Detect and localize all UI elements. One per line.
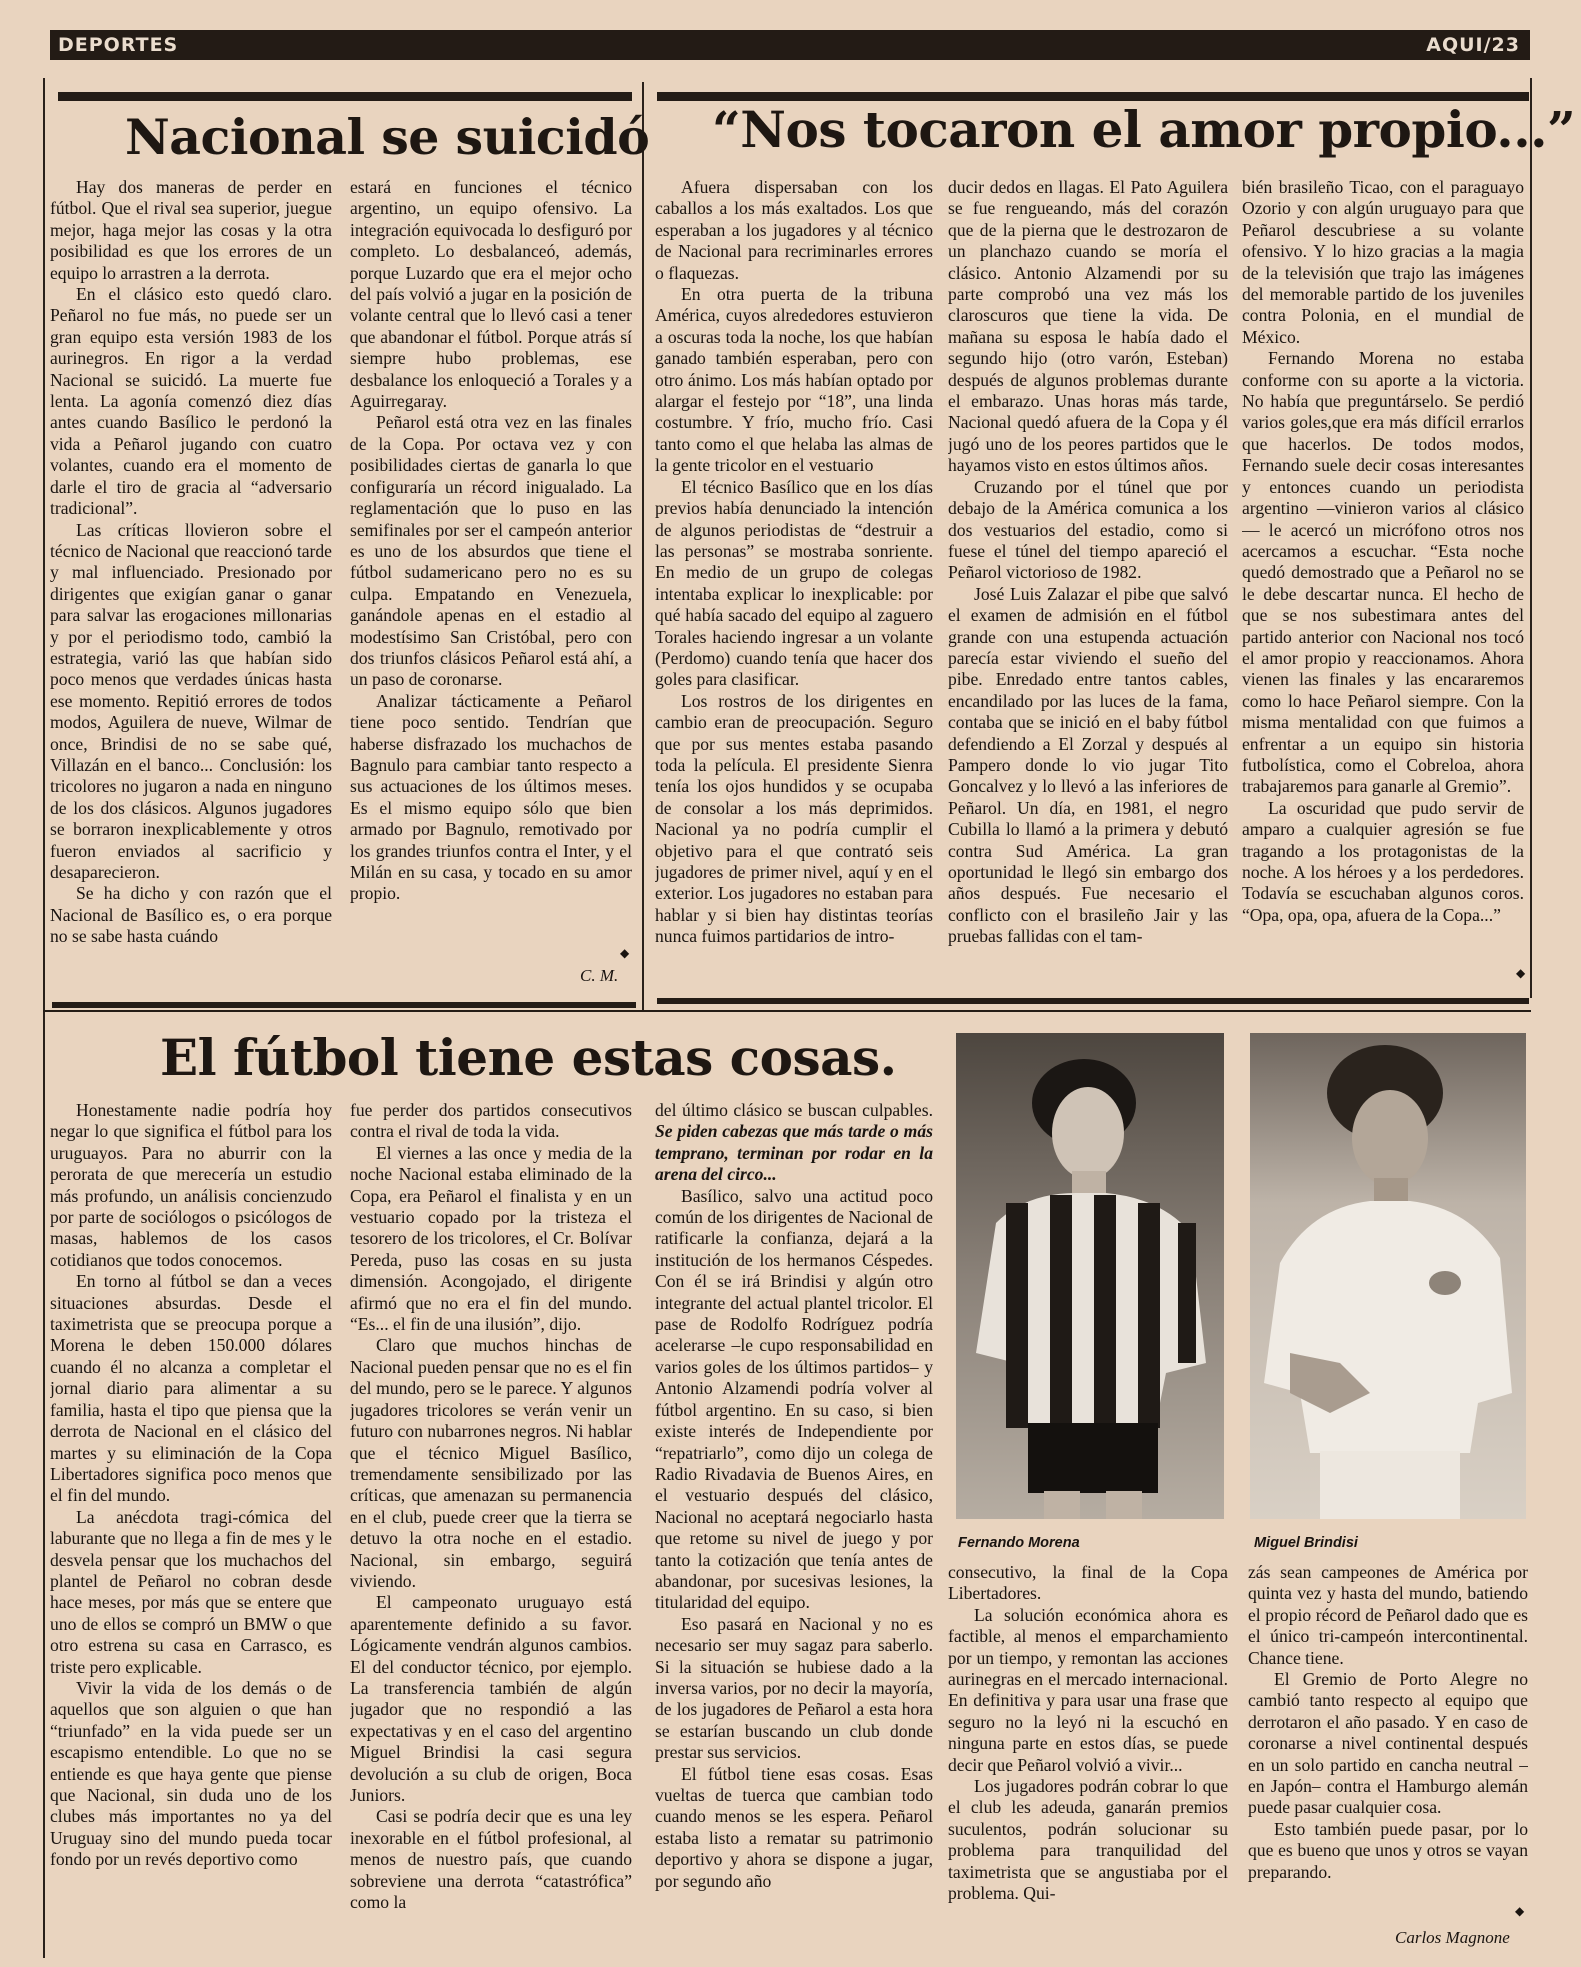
paragraph: El técnico Basílico que en los días previos había denunciado la intención de algunos periodistas de “destruir a las personas” se mostraba sonriente. En medio de un grupo de colegas intentaba explicar lo inexplicable: por qué había sacado del equipo al zaguero Torales haciendo ingresar a un volante (Perdomo) cuando tenía que hacer dos goles para clasificar. xyxy=(655,476,933,690)
article1-column-2 xyxy=(350,177,632,967)
section-label: DEPORTES xyxy=(58,34,179,56)
paragraph: Casi se podría decir que es una ley inexorable en el fútbol profesional, al menos de nuestro país, que cuando sobreviene una derrota “catastrófica” como la xyxy=(350,1806,632,1913)
article3-column-2 xyxy=(350,1100,632,1962)
article1-column-1 xyxy=(50,177,332,977)
player-striped-shirt-image xyxy=(956,1033,1224,1519)
paragraph: El campeonato uruguayo está aparentemente definido a su favor. Lógicamente vendrán algunos cambios. El del conductor técnico, por ejemplo. La transferencia también de algún jugador que no respondió a las expectativas y en el caso del argentino Miguel Brindisi la casi segura devolución a su club de origen, Boca Juniors. xyxy=(350,1592,632,1805)
paragraph: Hay dos maneras de perder en fútbol. Que el rival sea superior, juegue mejor, haga mejor las cosas y la otra posibilidad es que los errores de un equipo lo arrastren a la derrota. xyxy=(50,177,332,283)
paragraph: Basílico, salvo una actitud poco común de los dirigentes de Nacional de ratificarle la confianza, dejará a la institución de los hermanos Céspedes. Con él se irá Brindisi y algún otro integrante del actual plantel tricolor. El pase de Rodolfo Rodríguez podría acelerarse –le cupo responsabilidad en varios goles de los últimos partidos– y Antonio Alzamendi podría volver al fútbol argentino. En su caso, si bien existe interés de Independiente por “repatriarlo”, como dijo un colega de Radio Rivadavia de Buenos Aires, en el vestuario después del clásico, Nacional no aceptará negociarlo hasta que retome su nivel de juego y por tanto la cotización que tenía antes de abandonar, por sucesivas lesiones, la titularidad del equipo. xyxy=(655,1185,933,1613)
article2-column-1 xyxy=(655,177,933,977)
article3-headline: El fútbol tiene estas cosas. xyxy=(160,1028,897,1087)
article1-headline: Nacional se suicidó xyxy=(125,108,650,166)
end-diamond: ◆ xyxy=(1516,966,1526,980)
paragraph: consecutivo, la final de la Copa Libertadores. xyxy=(948,1562,1228,1604)
paragraph: Fernando Morena no estaba conforme con su aporte a la victoria. No había que preguntárselo. Se perdió varios goles,que era más difícil errarlos que hacerlos. De todos modos, Fernando suele decir cosas interesantes y entonces cuando un periodista argentino —vinieron varios al clásico— le acercó un micrófono otros nos acercamos a escuchar. “Esta noche quedó demostrado que a Peñarol no se le debe descartar nunca. El hecho de que se nos subestimara antes del partido anterior con Nacional nos tocó el amor propio y reaccionamos. Ahora vienen las finales y las encararemos como lo hace Peñarol siempre. Con la misma mentalidad con que fuimos a enfrentar a un equipo sin historia futbolística, como el Cobreloa, ahora trabajaremos para ganarle al Gremio”. xyxy=(1242,348,1524,797)
paragraph: Analizar tácticamente a Peñarol tiene poco sentido. Tendrían que haberse disfrazado los muchachos de Bagnulo para cambiar tanto respecto a sus actuaciones de los últimos meses. Es el mismo equipo sólo que bien armado por Bagnulo, remotivado por los grandes triunfos contra el Inter, y el Milán en su casa, y tocado en su amor propio. xyxy=(350,690,632,904)
paragraph: ducir dedos en llagas. El Pato Aguilera se fue rengueando, más del corazón que de la pierna que le destrozaron de un planchazo cuando se moría el clásico. Antonio Alzamendi por su parte comprobó una vez más los claroscuros que tiene la vida. De mañana su esposa le había dado el segundo hijo (otro varón, Esteban) después de algunos problemas durante el embarazo. Unas horas más tarde, Nacional quedó afuera de la Copa y él jugó uno de los peores partidos que le hayamos visto en estos últimos años. xyxy=(948,177,1228,476)
lead-text: del último clásico se buscan culpables. xyxy=(655,1100,933,1120)
photo2-caption: Miguel Brindisi xyxy=(1254,1535,1358,1551)
article2-headline: “Nos tocaron el amor propio...” xyxy=(712,100,1576,159)
paragraph: Cruzando por el túnel que por debajo de la América comunica a los dos vestuarios del estadio, como si fuese el túnel del tiempo apareció el Peñarol victorioso de 1982. xyxy=(948,476,1228,583)
paragraph xyxy=(655,1100,933,1186)
paragraph: El Gremio de Porto Alegre no cambió tanto respecto al equipo que derrotaron el año pasado. Y en caso de coronarse a nivel continental después en un solo partido en cancha neutral –en Japón– contra el Hamburgo alemán puede pasar cualquier cosa. xyxy=(1248,1669,1528,1818)
paragraph: Honestamente nadie podría hoy negar lo que significa el fútbol para los uruguayos. Para no aburrir con la perorata de que merecería un estudio más profundo, un análisis concienzudo por parte de sociólogos o psicólogos de masas, hablemos de los casos cotidianos que todos conocemos. xyxy=(50,1100,332,1270)
left-border-rule xyxy=(43,78,45,1958)
article3-column-4 xyxy=(948,1562,1228,1962)
article2-bottom-rule xyxy=(657,998,1529,1004)
paragraph: En el clásico esto quedó claro. Peñarol no fue más, no puede ser un gran equipo esta versión 1983 de los aurinegros. En rigor a la verdad Nacional se suicidó. La muerte fue lenta. La agonía comenzó diez días antes cuando Basílico le perdonó la vida a Peñarol jugando con cuatro volantes, cuando era el momento de darle el tiro de gracia al “adversario tradicional”. xyxy=(50,284,332,519)
article1-top-rule xyxy=(58,92,632,101)
paragraph: Los jugadores podrán cobrar lo que el club les adeuda, ganarán premios suculentos, podrán solucionar su problema para tranquilidad del taximetrista que se angustiaba por el problema. Qui- xyxy=(948,1776,1228,1904)
article1-signature: C. M. xyxy=(580,966,619,985)
emphasis-text: Se piden cabezas que más tarde o más temprano, terminan por rodar en la arena del circo... xyxy=(655,1121,933,1185)
section-header-bar xyxy=(50,30,1530,60)
paragraph: bién brasileño Ticao, con el paraguayo Ozorio y con algún uruguayo para que Peñarol descubriese a su volante ofensivo. Y lo hizo gracias a la magia de la televisión que trajo las imágenes del memorable partido de los juveniles contra Polonia, en el mundial de México. xyxy=(1242,177,1524,347)
paragraph: Peñarol está otra vez en las finales de la Copa. Por octava vez y con posibilidades ciertas de ganarla lo que configuraría un récord inigualado. La reglamentación que lo puso en las semifinales por ser el campeón anterior es uno de los absurdos que tiene el fútbol sudamericano pero no es su culpa. Empatando en Venezuela, ganándole apenas en el estadio al modestísimo San Cristóbal, pero con dos triunfos clásicos Peñarol está ahí, a un paso de coronarse. xyxy=(350,412,632,690)
paragraph: José Luis Zalazar el pibe que salvó el examen de admisión en el fútbol grande con una estupenda actuación parecía estar viviendo el sueño del pibe. Enredado entre tantos cables, encandilado por las luces de la fama, contaba que se inició en el baby fútbol defendiendo a El Zorzal y después al Pampero donde lo vio jugar Tito Goncalvez y lo llevó a las inferiores de Peñarol. Un día, en 1981, el negro Cubilla lo llamó a la primera y debutó contra Sud América. La gran oportunidad le llegó sin embargo dos años después. Fue necesario el conflicto con el brasileño Jair y las pruebas fallidas con el tam- xyxy=(948,583,1228,947)
article1-bottom-rule xyxy=(52,1002,636,1008)
paragraph: zás sean campeones de América por quinta vez y hasta del mundo, batiendo el propio récord de Peñarol dado que es el único tri-campeón intercontinental. Chance tiene. xyxy=(1248,1562,1528,1668)
article3-column-3 xyxy=(655,1100,933,1962)
paragraph: En torno al fútbol se dan a veces situaciones absurdas. Desde el taximetrista que se preocupa porque a Morena le deben 150.000 dólares cuando él no alcanza a completar el jornal diario para alimentar a su familia, hasta el tipo que piensa que la derrota de Nacional en el clásico del martes y su eliminación de la Copa Libertadores significa poco menos que el fin del mundo. xyxy=(50,1271,332,1506)
paragraph: estará en funciones el técnico argentino, un equipo ofensivo. La integración equivocada lo desfiguró por completo. Lo desbalanceó, además, porque Luzardo que era el mejor ocho del país volvió a jugar en la posición de volante central que lo llevó casi a tener que abandonar el fútbol. Porque atrás sí siempre hubo problemas, ese desbalance los enloqueció a Torales y a Aguirregaray. xyxy=(350,177,632,412)
end-diamond: ◆ xyxy=(1515,1904,1525,1918)
paragraph: La oscuridad que pudo servir de amparo a cualquier agresión se fue tragando a los protagonistas de la noche. A los héroes y a los perdedores. Todavía se escuchaban algunos coros. “Opa, opa, opa, afuera de la Copa...” xyxy=(1242,797,1524,925)
paragraph: Vivir la vida de los demás o de aquellos que son alguien o que han “triunfado” en la vida puede ser un escapismo entendible. Lo que no se entiende es que haya gente que piense que Nacional, sin duda uno de los clubes más importantes no ya del Uruguay sino del mundo pueda tocar fondo por un revés deportivo como xyxy=(50,1677,332,1870)
article3-column-5 xyxy=(1248,1562,1528,1942)
paragraph: La solución económica ahora es factible, al menos el emparchamiento por un tiempo, y remontan las acciones aurinegras en el mercado internacional. En definitiva y para usar una frase que seguro no la leyó ni la escuchó en ninguna parte en estos días, se puede decir que Peñarol volvió a vivir... xyxy=(948,1604,1228,1775)
right-border-rule xyxy=(1530,78,1532,998)
paragraph: Claro que muchos hinchas de Nacional pueden pensar que no es el fin del mundo, pero se le parece. Y algunos jugadores tricolores se verán venir un futuro con nubarrones negros. Ni hablar que el técnico Miguel Basílico, tremendamente sensibilizado por las críticas, que amenazan su permanencia en el club, puede creer que la tierra se detuvo la otra noche en el estadio. Nacional, sin embargo, seguirá viviendo. xyxy=(350,1335,632,1591)
paragraph: En otra puerta de la tribuna América, cuyos alrededores estuvieron a oscuras toda la noche, los que habían ganado también esperaban, pero con otro ánimo. Los más habían optado por alargar el festejo por “18”, una linda costumbre. Y frío, mucho frío. Casi tanto como el que helaba las almas de la gente tricolor en el vestuario xyxy=(655,284,933,476)
article3-top-rule xyxy=(43,1010,1531,1012)
article2-column-3 xyxy=(1242,177,1524,977)
paragraph: Se ha dicho y con razón que el Nacional de Basílico es, o era porque no se sabe hasta cuándo xyxy=(50,883,332,947)
paragraph: El viernes a las once y media de la noche Nacional estaba eliminado de la Copa, era Peñarol el finalista y en un vestuario copado por la tristeza el tesorero de los tricolores, el Cr. Bolívar Pereda, puso las cosas en su justa dimensión. Acongojado, el dirigente afirmó que no era el fin del mundo. “Es... el fin de una ilusión”, dijo. xyxy=(350,1142,632,1335)
paragraph: fue perder dos partidos consecutivos contra el rival de toda la vida. xyxy=(350,1100,632,1142)
photo1-caption: Fernando Morena xyxy=(958,1535,1080,1551)
paragraph: Esto también puede pasar, por lo que es bueno que unos y otros se vayan preparando. xyxy=(1248,1818,1528,1882)
paragraph: Los rostros de los dirigentes en cambio eran de preocupación. Seguro que por sus mentes estaba pasando toda la película. El presidente Sienra tenía los ojos hundidos y se ocupaba de consolar a los más deprimidos. Nacional ya no podría cumplir el objetivo para el que contrató seis jugadores de primer nivel, aquí y en el exterior. Los jugadores no estaban para hablar y si bien hay distintas teorías nunca fuimos partidarios de intro- xyxy=(655,690,933,947)
paragraph: Afuera dispersaban con los caballos a los más exaltados. Los que esperaban a los jugadores y al técnico de Nacional para recriminarles errores o flaquezas. xyxy=(655,177,933,283)
page-number: AQUI/23 xyxy=(1426,34,1520,56)
photo-miguel-brindisi xyxy=(1250,1033,1526,1519)
article-divider-rule xyxy=(642,82,644,1010)
paragraph: Eso pasará en Nacional y no es necesario ser muy sagaz para saberlo. Si la situación se hubiese dado a la inversa varios, por no decir la mayoría, de los jugadores de Peñarol a esta hora se estarían buscando un club donde prestar sus servicios. xyxy=(655,1613,933,1763)
end-diamond: ◆ xyxy=(620,946,630,960)
article3-column-1 xyxy=(50,1100,332,1962)
article3-signature: Carlos Magnone xyxy=(1395,1928,1510,1947)
article2-column-2 xyxy=(948,177,1228,977)
paragraph: La anécdota tragi-cómica del laburante que no llega a fin de mes y le desvela pensar que los muchachos del plantel de Peñarol no cobran desde hace meses, por más que se entere que uno de ellos se compró un BMW o que otro estrena su casa en Carrasco, es triste pero explicable. xyxy=(50,1506,332,1677)
paragraph: El fútbol tiene esas cosas. Esas vueltas de tuerca que cambian todo cuando menos se les espera. Peñarol estaba listo a rematar su patrimonio deportivo y ahora se dispone a jugar, por segundo año xyxy=(655,1763,933,1891)
photo-fernando-morena xyxy=(956,1033,1224,1519)
paragraph: Las críticas llovieron sobre el técnico de Nacional que reaccionó tarde y mal influenciado. Presionado por dirigentes que exigían ganar o ganar para salvar las erogaciones millonarias y por el periodismo todo, cambió la estrategia, varió las que habían sido poco menos que verdades únicas hasta ese momento. Repitió errores de todos modos, Aguilera de nueve, Wilmar de once, Brindisi de no se sabe qué, Villazán en el banco... Conclusión: los tricolores no jugaron a nada en ninguno de los dos clásicos. Algunos jugadores se borraron inexplicablemente y otros fueron enviados al sacrificio y desaparecieron. xyxy=(50,519,332,882)
player-white-shirt-image xyxy=(1250,1033,1526,1519)
